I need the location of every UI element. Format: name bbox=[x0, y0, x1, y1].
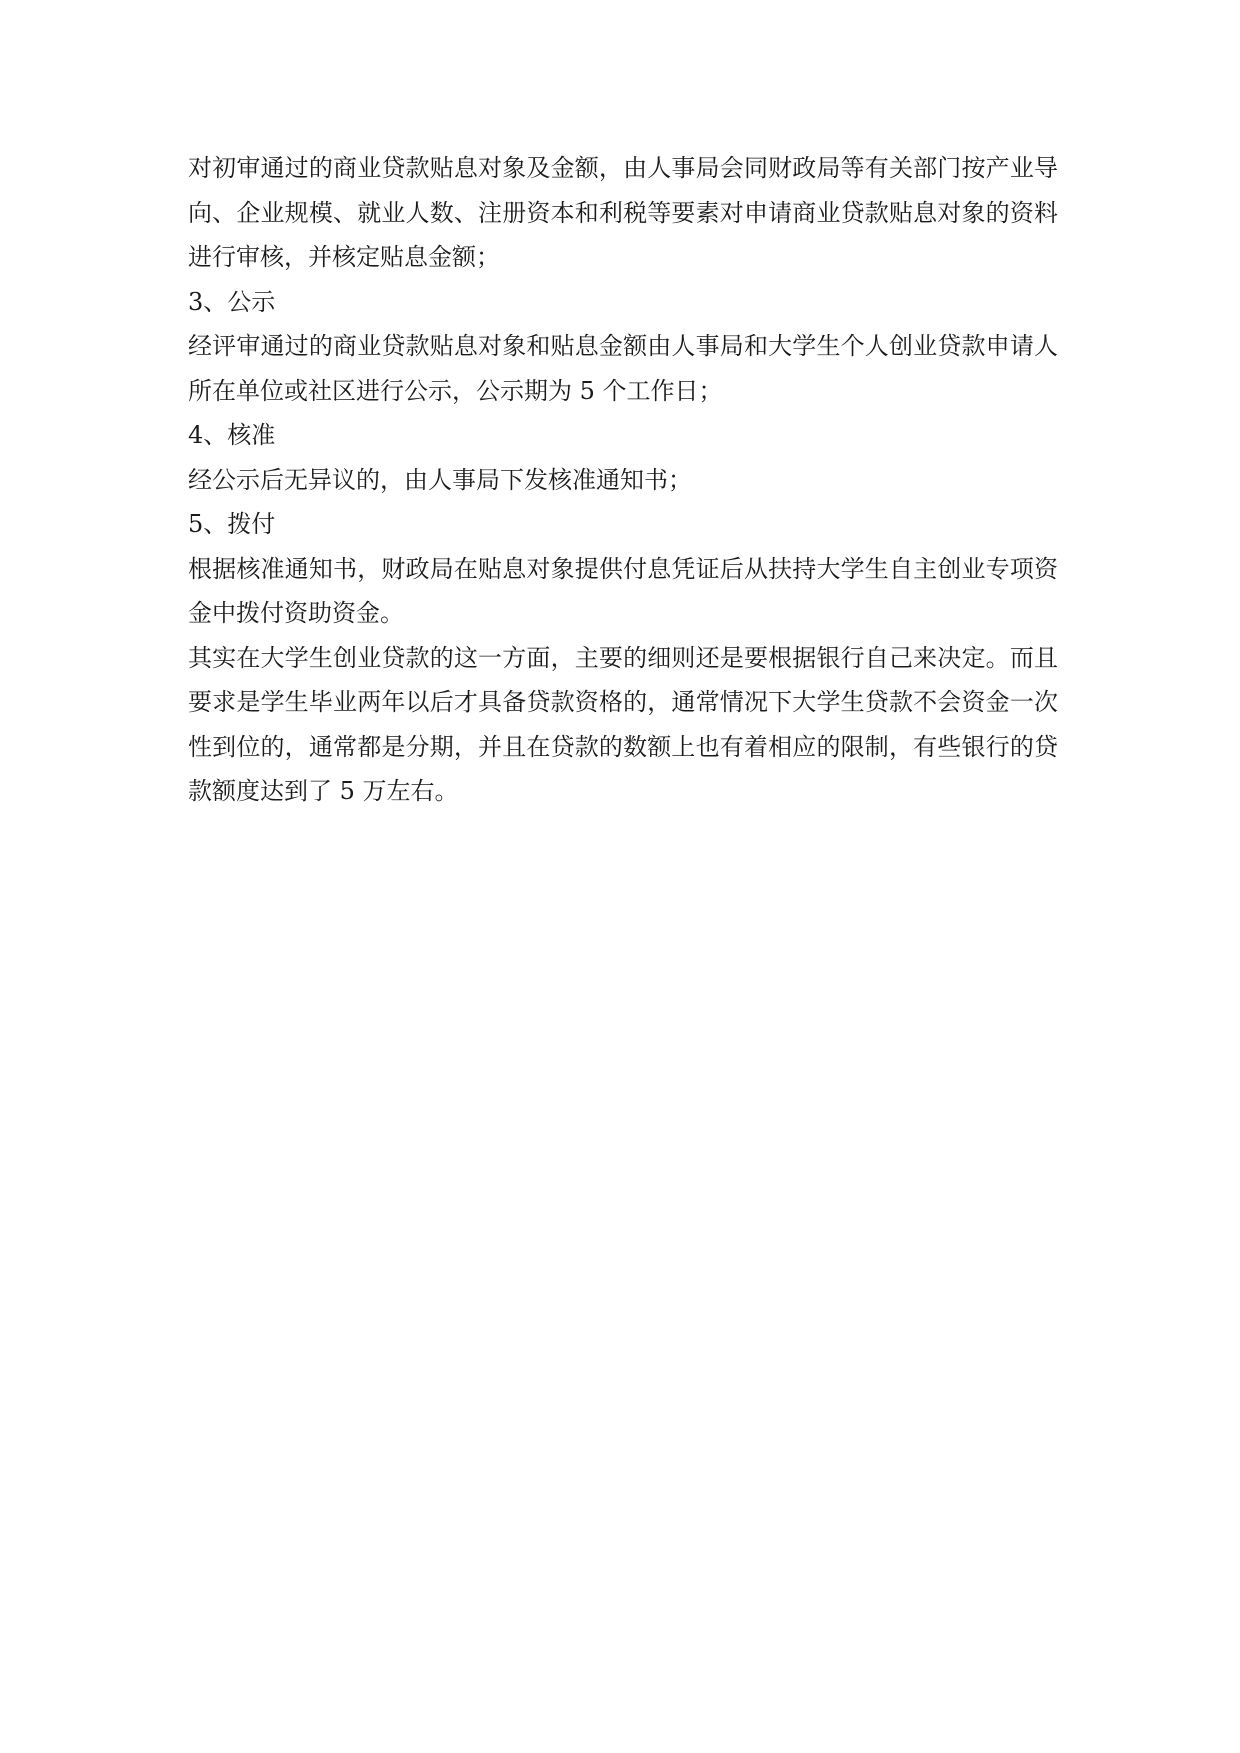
paragraph-summary: 其实在大学生创业贷款的这一方面，主要的细则还是要根据银行自己来决定。而且要求是学生毕业两年以后才具备贷款资格的，通常情况下大学生贷款不会资金一次性到位的，通常都是分期，并且在贷款的数额上也有着相应的限制，有些银行的贷款额度达到了 5 万左右。 bbox=[188, 643, 1058, 805]
paragraph-disbursement: 根据核准通知书，财政局在贴息对象提供付息凭证后从扶持大学生自主创业专项资金中拨付资助资金。 bbox=[188, 554, 1058, 627]
section-heading-approval: 4、核准 bbox=[188, 421, 276, 449]
paragraph-review: 对初审通过的商业贷款贴息对象及金额，由人事局会同财政局等有关部门按产业导向、企业规模、就业人数、注册资本和利税等要素对申请商业贷款贴息对象的资料进行审核，并核定贴息金额； bbox=[188, 154, 1058, 271]
section-heading-publicity: 3、公示 bbox=[188, 287, 276, 316]
paragraph-approval: 经公示后无异议的，由人事局下发核准通知书； bbox=[188, 465, 692, 494]
paragraph-publicity: 经评审通过的商业贷款贴息对象和贴息金额由人事局和大学生个人创业贷款申请人所在单位或社区进行公示，公示期为 5 个工作日； bbox=[188, 332, 1058, 405]
section-heading-disbursement: 5、拨付 bbox=[188, 510, 276, 538]
document-body bbox=[188, 146, 1058, 814]
